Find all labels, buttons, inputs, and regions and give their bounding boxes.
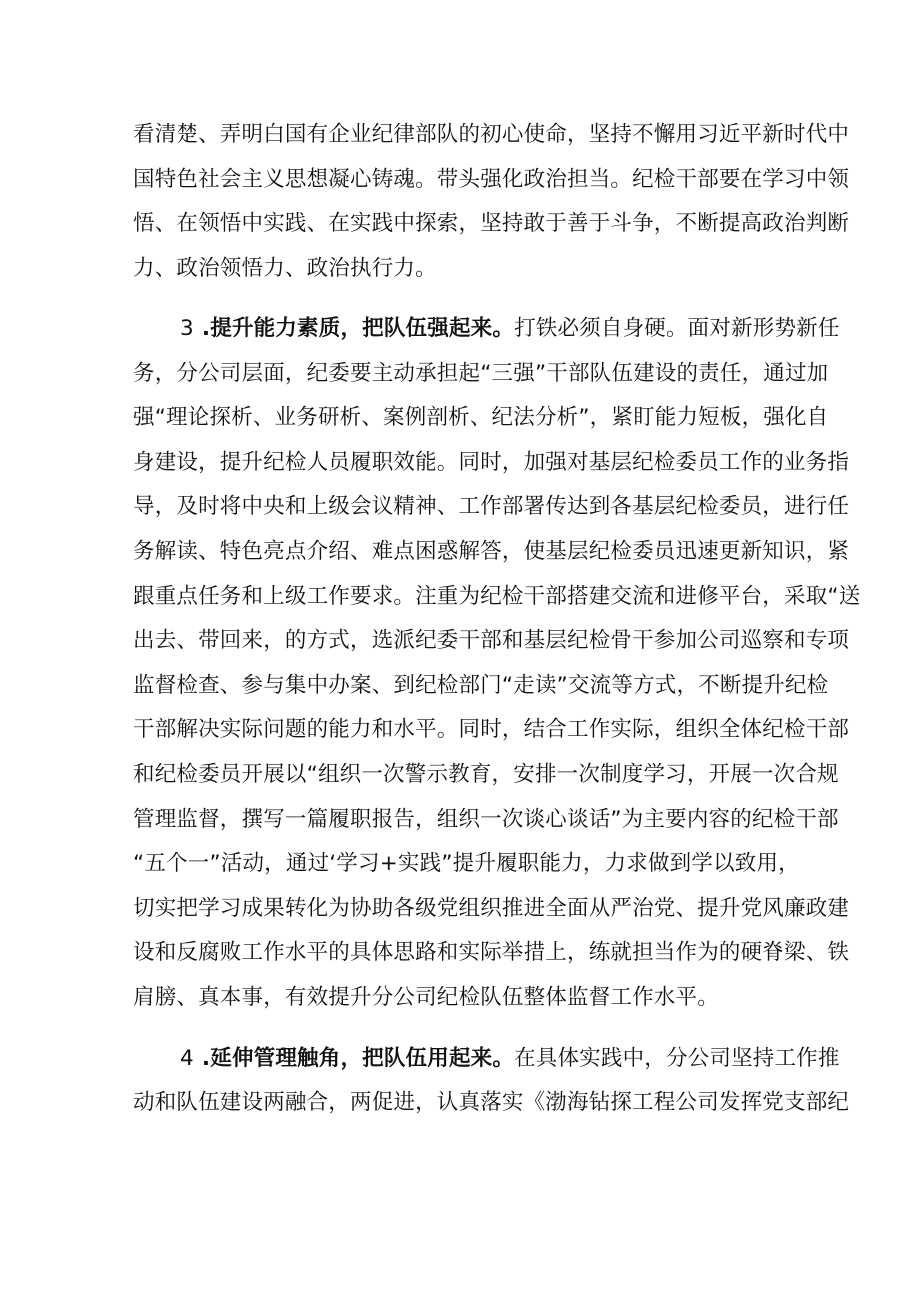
paragraph-3-heading: .延伸管理触角，把队伍用起来。 bbox=[201, 1046, 515, 1071]
paragraph-2-line-16: 肩膀、真本事，有效提升分公司纪检队伍整体监督工作水平。 bbox=[133, 985, 719, 1010]
paragraph-3-line-2: 动和队伍建设两融合，两促进，认真落实《渤海钻探工程公司发挥党支部纪 bbox=[133, 1090, 850, 1115]
paragraph-2-line-9: 监督检查、参与集中办案、到纪检部门“走读”交流等方式，不断提升纪检 bbox=[133, 673, 829, 698]
paragraph-2-line-2: 务，分公司层面，纪委要主动承担起“三强”干部队伍建设的责任，通过加 bbox=[133, 361, 829, 386]
paragraph-2-line-10: 干部解决实际问题的能力和水平。同时，结合工作实际，组织全体纪检干部 bbox=[133, 717, 850, 742]
paragraph-2-line-12: 管理监督，撰写一篇履职报告，组织一次谈心谈话”为主要内容的纪检干部 bbox=[133, 807, 839, 832]
paragraph-2-line-14: 切实把学习成果转化为协助各级党组织推进全面从严治党、提升党风廉政建 bbox=[133, 896, 850, 921]
paragraph-1-line-2: 国特色社会主义思想凝心铸魂。带头强化政治担当。纪检干部要在学习中领 bbox=[133, 167, 850, 192]
paragraph-2-first-line-rest: 打铁必须自身硬。面对新形势新任 bbox=[514, 316, 840, 341]
paragraph-2-line-5: 导，及时将中央和上级会议精神、工作部署传达到各基层纪检委员，进行任 bbox=[133, 494, 850, 519]
paragraph-2-line-7: 跟重点任务和上级工作要求。注重为纪检干部搭建交流和进修平台，采取“送 bbox=[133, 584, 861, 609]
paragraph-2-line-8: 出去、带回来，的方式，选派纪委干部和基层纪检骨干参加公司巡察和专项 bbox=[133, 628, 850, 653]
paragraph-2-number: 3 bbox=[180, 316, 194, 341]
paragraph-1-line-4: 力、政治领悟力、政治执行力。 bbox=[133, 256, 437, 281]
paragraph-2-first-line bbox=[180, 309, 840, 349]
paragraph-2-line-13: “五个一”活动，通过‘学习+实践”提升履职能力，力求做到学以致用， bbox=[133, 851, 800, 876]
paragraph-2-line-15: 设和反腐败工作水平的具体思路和实际举措上，练就担当作为的硬脊梁、铁 bbox=[133, 940, 850, 965]
paragraph-1-line-3: 悟、在领悟中实践、在实践中探索，坚持敢于善于斗争，不断提高政治判断 bbox=[133, 211, 850, 236]
paragraph-2-heading: .提升能力素质，把队伍强起来。 bbox=[201, 316, 515, 341]
paragraph-3-first-line bbox=[180, 1039, 840, 1079]
paragraph-2-line-3: 强“理论探析、业务研析、案例剖析、纪法分析”，紧盯能力短板，强化自 bbox=[133, 405, 829, 430]
paragraph-2-line-11: 和纪检委员开展以“组织一次警示教育，安排一次制度学习，开展一次合规 bbox=[133, 762, 839, 787]
paragraph-2-line-6: 务解读、特色亮点介绍、难点困惑解答，使基层纪检委员迅速更新知识，紧 bbox=[133, 539, 850, 564]
paragraph-1-line-1: 看清楚、弄明白国有企业纪律部队的初心使命，坚持不懈用习近平新时代中 bbox=[133, 122, 850, 147]
paragraph-3-first-line-rest: 在具体实践中，分公司坚持工作推 bbox=[514, 1046, 840, 1071]
paragraph-3-number: 4 bbox=[180, 1046, 194, 1071]
paragraph-2-line-4: 身建设，提升纪检人员履职效能。同时，加强对基层纪检委员工作的业务指 bbox=[133, 450, 850, 475]
